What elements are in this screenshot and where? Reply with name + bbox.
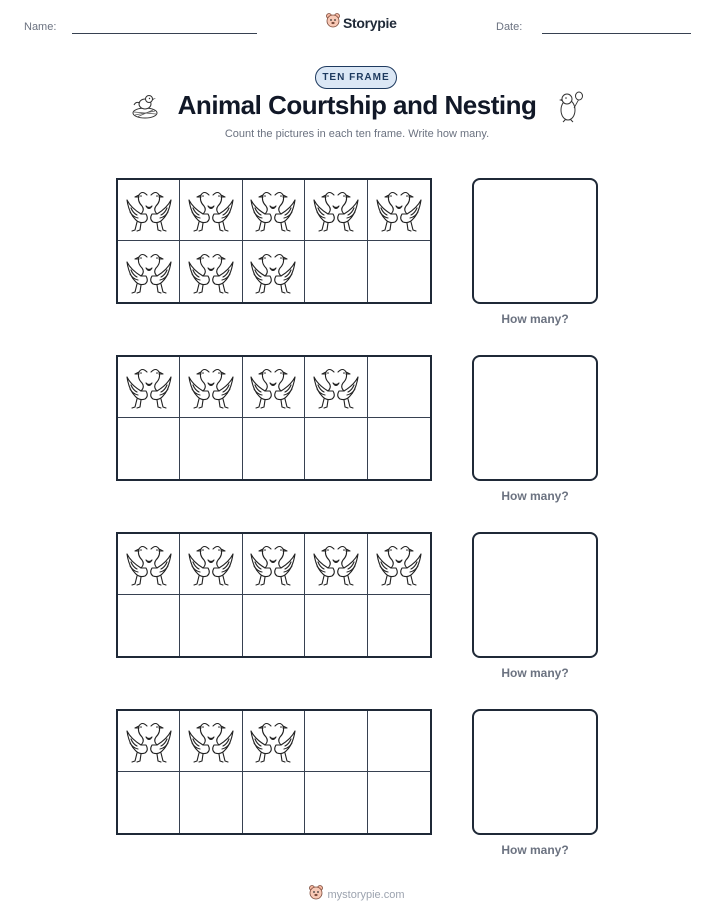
swan-pair-icon [186,248,236,296]
instructions: Count the pictures in each ten frame. Write how many. [224,128,490,140]
swan-pair-icon [124,363,174,411]
ten-frame-cell [243,180,305,241]
swan-pair-icon [311,540,361,588]
ten-frame-cell [305,241,367,302]
brand [326,12,397,33]
how-many-label-4: How many? [501,843,569,857]
swan-pair-icon [124,717,174,765]
ten-frame-cell [118,772,180,833]
ten-frame-cell [305,711,367,772]
swan-pair-icon [248,717,298,765]
ten-frame-cell [368,418,430,479]
answer-box-1[interactable] [472,178,598,304]
ten-frame-cell [118,180,180,241]
ten-frame-cell [180,595,242,656]
swan-pair-icon [124,186,174,234]
ten-frame-cell [118,418,180,479]
ten-frame-3 [116,532,432,658]
ten-frame-cell [368,534,430,595]
ten-frame-cell [180,241,242,302]
ten-frame-cell [368,711,430,772]
ten-frame-cell [180,772,242,833]
swan-pair-icon [248,540,298,588]
ten-frame-cell [243,772,305,833]
brand-name: Storypie [343,14,397,31]
ten-frame-cell [118,595,180,656]
footer [0,884,714,905]
answer-box-2[interactable] [472,355,598,481]
swan-pair-icon [311,363,361,411]
ten-frame-2 [116,355,432,481]
name-label: Name: [24,21,57,33]
ten-frame-cell [243,595,305,656]
swan-pair-icon [248,186,298,234]
swan-pair-icon [186,717,236,765]
ten-frame-cell [180,357,242,418]
ten-frame-cell [243,357,305,418]
bear-face-icon [326,12,340,33]
swan-pair-icon [311,186,361,234]
ten-frame-cell [118,357,180,418]
how-many-label-2: How many? [501,489,569,503]
ten-frame-cell [118,534,180,595]
ten-frame-cell [180,180,242,241]
page-title: Animal Courtship and Nesting [177,90,537,120]
ten-frame-cell [305,418,367,479]
ten-frame-cell [180,711,242,772]
ten-frame-cell [368,772,430,833]
ten-frame-cell [243,241,305,302]
swan-pair-icon [248,363,298,411]
ten-frame-cell [368,357,430,418]
ten-frame-badge: TEN FRAME [315,66,397,89]
footer-url: mystorypie.com [327,888,405,901]
ten-frame-cell [180,418,242,479]
ten-frame-cell [180,534,242,595]
ten-frame-1 [116,178,432,304]
ten-frame-cell [368,180,430,241]
answer-box-4[interactable] [472,709,598,835]
swan-pair-icon [186,540,236,588]
how-many-label-1: How many? [501,312,569,326]
name-line[interactable] [72,33,257,34]
ten-frame-cell [305,595,367,656]
ten-frame-cell [243,418,305,479]
ten-frame-cell [118,711,180,772]
how-many-label-3: How many? [501,666,569,680]
swan-pair-icon [186,363,236,411]
ten-frame-cell [243,534,305,595]
swan-pair-icon [186,186,236,234]
swan-pair-icon [248,248,298,296]
ten-frame-cell [368,241,430,302]
ten-frame-4 [116,709,432,835]
swan-pair-icon [124,248,174,296]
date-line[interactable] [542,33,691,34]
swan-pair-icon [374,186,424,234]
penguin-balloon-icon [556,90,584,129]
swan-pair-icon [374,540,424,588]
ten-frame-cell [118,241,180,302]
ten-frame-cell [305,357,367,418]
date-label: Date: [496,21,523,33]
swan-pair-icon [124,540,174,588]
ten-frame-cell [305,534,367,595]
ten-frame-cell [368,595,430,656]
answer-box-3[interactable] [472,532,598,658]
bear-face-icon [309,884,323,905]
ten-frame-cell [305,772,367,833]
ten-frame-cell [305,180,367,241]
ten-frame-cell [243,711,305,772]
